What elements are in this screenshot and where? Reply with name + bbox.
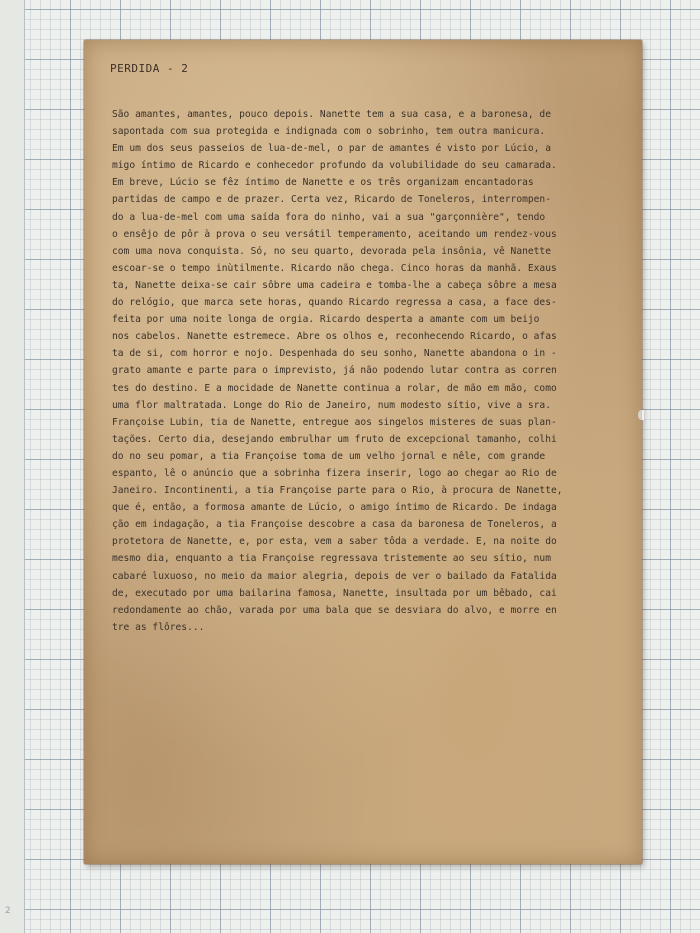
text-line: Em um dos seus passeios de lua-de-mel, o par de amantes é visto por Lúcio, a bbox=[112, 143, 551, 155]
text-line: feita por uma noite longa de orgia. Ricardo desperta a amante com um beijo bbox=[112, 314, 540, 326]
text-line: uma flor maltratada. Longe do Rio de Janeiro, num modesto sítio, vive a sra. bbox=[112, 399, 551, 411]
text-line: nos cabelos. Nanette estremece. Abre os olhos e, reconhecendo Ricardo, o afas bbox=[112, 331, 557, 343]
text-line: ção em indagação, a tia Françoise descobre a casa da baronesa de Toneleros, a bbox=[112, 519, 557, 531]
margin-mark: 2 bbox=[5, 906, 11, 916]
text-line: Janeiro. Incontinenti, a tia Françoise parte para o Rio, à procura de Nanette, bbox=[112, 485, 563, 497]
text-line: do no seu pomar, a tia Françoise toma de um velho jornal e nêle, com grande bbox=[112, 450, 546, 462]
text-line: cabaré luxuoso, no meio da maior alegria, depois de ver o bailado da Fatalida bbox=[112, 570, 557, 582]
text-line: tre as flôres... bbox=[112, 621, 205, 633]
text-line: redondamente ao chão, varada por uma bala que se desviara do alvo, e morre en bbox=[112, 604, 557, 616]
text-line: partidas de campo e de prazer. Certa vez, Ricardo de Toneleros, interrompen- bbox=[112, 194, 551, 206]
text-line: São amantes, amantes, pouco depois. Nanette tem a sua casa, e a baronesa, de bbox=[112, 109, 551, 120]
text-line: migo íntimo de Ricardo e conhecedor profundo da volubilidade do seu camarada. bbox=[112, 160, 557, 172]
text-line: que é, então, a formosa amante de Lúcio, o amigo íntimo de Ricardo. De indaga bbox=[112, 502, 557, 514]
text-line: do a lua-de-mel com uma saída fora do ninho, vai a sua "garçonnière", tendo bbox=[112, 211, 546, 223]
text-line: escoar-se o tempo inùtilmente. Ricardo não chega. Cinco horas da manhã. Exaus bbox=[112, 262, 557, 274]
page-tear bbox=[638, 410, 644, 420]
text-line: protetora de Nanette, e, por esta, vem a saber tôda a verdade. E, na noite do bbox=[112, 536, 557, 548]
text-line: sapontada com sua protegida e indignada com o sobrinho, tem outra manicura. bbox=[112, 126, 546, 138]
text-line: mesmo dia, enquanto a tia Françoise regressava tristemente ao seu sítio, num bbox=[112, 553, 551, 565]
text-line: espanto, lê o anúncio que a sobrinha fizera inserir, logo ao chegar ao Rio de bbox=[112, 467, 557, 479]
typewritten-page bbox=[84, 40, 642, 864]
text-line: de, executado por uma bailarina famosa, Nanette, insultada por um bêbado, cai bbox=[112, 587, 557, 599]
page-header: PERDIDA - 2 bbox=[110, 62, 189, 75]
text-line: tes do destino. E a mocidade de Nanette continua a rolar, de mão em mão, como bbox=[112, 382, 557, 394]
text-line: ta, Nanette deixa-se cair sôbre uma cadeira e tomba-lhe a cabeça sôbre a mesa bbox=[112, 279, 557, 291]
ruler-marks bbox=[3, 60, 17, 460]
text-line: grato amante e parte para o imprevisto, já não podendo lutar contra as corren bbox=[112, 365, 557, 377]
text-line: com uma nova conquista. Só, no seu quarto, devorada pela insônia, vê Nanette bbox=[112, 245, 551, 257]
text-line: do relógio, que marca sete horas, quando Ricardo regressa a casa, a face des- bbox=[112, 297, 557, 309]
text-line: ta de si, com horror e nojo. Despenhada do seu sonho, Nanette abandona o in - bbox=[112, 348, 557, 360]
text-line: tações. Certo dia, desejando embrulhar um fruto de excepcional tamanho, colhi bbox=[112, 433, 557, 445]
page-body bbox=[112, 106, 632, 636]
text-line: Françoise Lubin, tia de Nanette, entregue aos singelos misteres de suas plan- bbox=[112, 416, 557, 428]
text-line: Em breve, Lúcio se fêz íntimo de Nanette e os três organizam encantadoras bbox=[112, 177, 534, 189]
scan-left-margin bbox=[0, 0, 25, 933]
text-line: o ensêjo de pôr à prova o seu versátil temperamento, aceitando um rendez-vous bbox=[112, 228, 557, 240]
